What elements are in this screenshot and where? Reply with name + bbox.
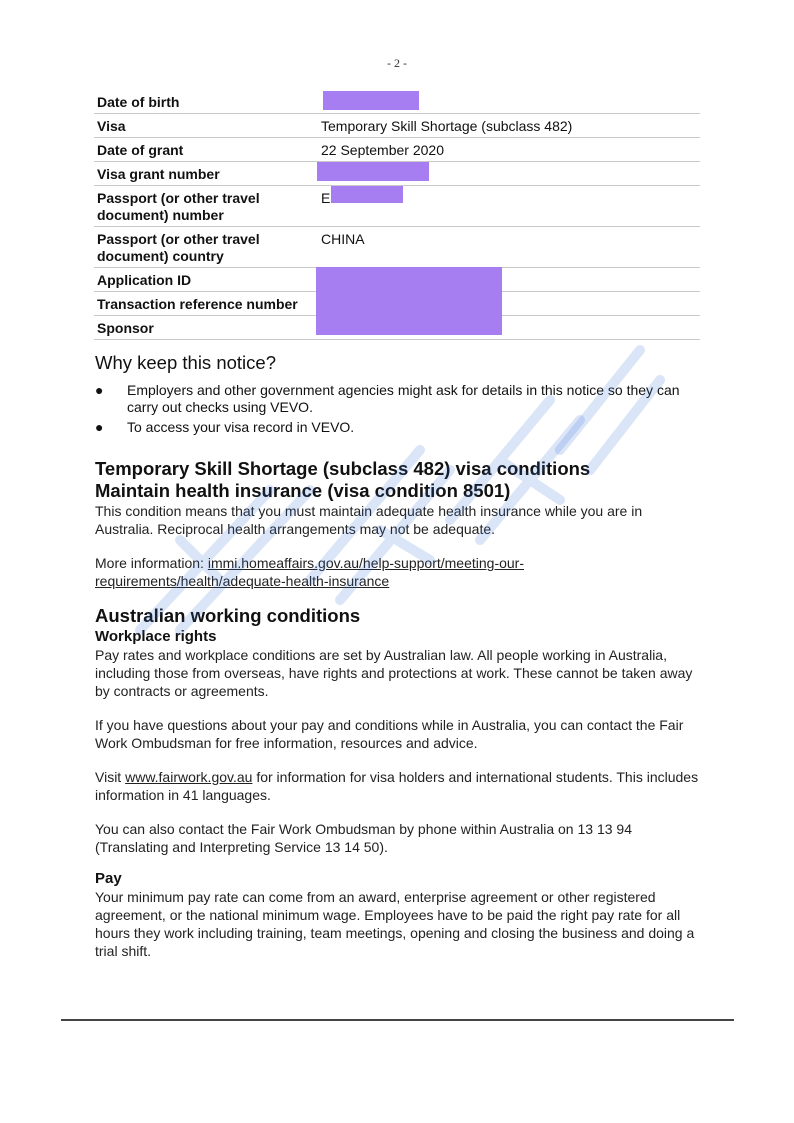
row-value: [318, 292, 700, 316]
redaction-block: [317, 162, 429, 181]
row-value: 22 September 2020: [318, 138, 700, 162]
row-value: [318, 90, 700, 114]
row-label: Transaction reference number: [94, 292, 318, 316]
bullet-icon: ●: [95, 382, 104, 398]
workplace-rights-heading: Workplace rights: [95, 628, 217, 645]
row-label: Passport (or other travel document) number: [94, 186, 318, 227]
redaction-block: [331, 186, 403, 203]
row-value: [318, 268, 700, 292]
visa-details-table: [94, 90, 700, 340]
more-info: More information: immi.homeaffairs.gov.au/help-support/meeting-our-requirements/health/adequate-health-insurance: [95, 555, 525, 589]
table-row: [94, 227, 700, 268]
fairwork-text: Visit www.fairwork.gov.au for information for visa holders and international students. This includes information in 41 languages.: [95, 769, 699, 803]
table-row: [94, 138, 700, 162]
pay-text: Your minimum pay rate can come from an award, enterprise agreement or other registered agreement, or the national minimum wage. Employees have to be paid the right pay rate for all hours they work including training, team meetings, opening and closing the business and doing a trial shift.: [95, 889, 695, 959]
row-label: Application ID: [94, 268, 318, 292]
row-value: Temporary Skill Shortage (subclass 482): [318, 114, 700, 138]
row-label: Visa grant number: [94, 162, 318, 186]
conditions-heading: Temporary Skill Shortage (subclass 482) visa conditions: [95, 458, 591, 479]
health-insurance-text: This condition means that you must maintain adequate health insurance while you are in Australia. Reciprocal health arrangements may not be adequate.: [95, 503, 643, 537]
workplace-rights-text: Pay rates and workplace conditions are set by Australian law. All people working in Australia, including those from overseas, have rights and protections at work. These cannot be taken away by contracts or agreements.: [95, 647, 693, 699]
list-item: ● Employers and other government agencies might ask for details in this notice so they can carry out checks using VEVO.: [95, 382, 680, 415]
redaction-block: [323, 91, 419, 110]
why-keep-heading: Why keep this notice?: [95, 352, 276, 373]
table-row: [94, 316, 700, 340]
table-row: [94, 186, 700, 227]
row-value: [318, 162, 700, 186]
table-row: [94, 292, 700, 316]
row-label: Passport (or other travel document) country: [94, 227, 318, 268]
pay-section: [95, 869, 701, 960]
row-value: CHINA: [318, 227, 700, 268]
why-keep-section: [95, 352, 701, 439]
list-item: ● To access your visa record in VEVO.: [95, 419, 355, 435]
footer-divider: [61, 1019, 734, 1021]
row-value: [318, 316, 700, 340]
row-label: Date of birth: [94, 90, 318, 114]
contact-text: You can also contact the Fair Work Ombudsman by phone within Australia on 13 13 94 (Translating and Interpreting Service 13 14 50).: [95, 821, 632, 855]
questions-text: If you have questions about your pay and conditions while in Australia, you can contact the Fair Work Ombudsman for free information, resources and advice.: [95, 717, 684, 751]
page-number: - 2 -: [387, 56, 407, 70]
table-row: [94, 268, 700, 292]
bullet-icon: ●: [95, 419, 104, 435]
pay-heading: Pay: [95, 870, 122, 887]
table-row: [94, 114, 700, 138]
why-keep-list: [95, 382, 701, 436]
table-row: [94, 162, 700, 186]
row-label: Date of grant: [94, 138, 318, 162]
health-insurance-heading: Maintain health insurance (visa condition 8501): [95, 480, 511, 501]
row-value: E: [318, 186, 700, 227]
fairwork-link[interactable]: www.fairwork.gov.au: [125, 769, 253, 785]
working-conditions-heading: Australian working conditions: [95, 605, 361, 626]
health-insurance-link[interactable]: immi.homeaffairs.gov.au/help-support/meeting-our-requirements/health/adequate-health-insurance: [95, 555, 525, 589]
row-label: Visa: [94, 114, 318, 138]
visa-conditions-section: [95, 458, 701, 590]
working-conditions-section: [95, 605, 701, 856]
row-label: Sponsor: [94, 316, 318, 340]
table-row: [94, 90, 700, 114]
